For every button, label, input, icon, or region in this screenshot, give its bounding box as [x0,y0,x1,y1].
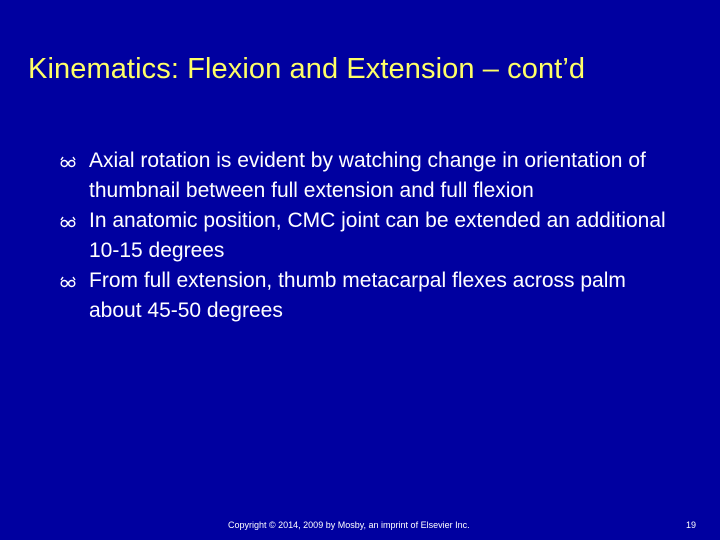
bullet-item [60,266,680,326]
bullet-item [60,146,680,206]
bullet-text: In anatomic position, CMC joint can be extended an additional 10-15 degrees [89,209,666,262]
bullet-item [60,206,680,266]
slide-footer [0,519,720,533]
reading-glasses-icon [60,156,76,168]
bullet-list [60,146,680,326]
reading-glasses-icon [60,276,76,288]
page-number: 19 [686,520,697,530]
slide-title: Kinematics: Flexion and Extension – cont’d [28,53,586,85]
bullet-text: From full extension, thumb metacarpal flexes across palm about 45-50 degrees [89,269,626,322]
bullet-text: Axial rotation is evident by watching change in orientation of thumbnail between full extension and full flexion [89,149,646,202]
copyright-notice: Copyright © 2014, 2009 by Mosby, an imprint of Elsevier Inc. [228,520,470,530]
reading-glasses-icon [60,216,76,228]
